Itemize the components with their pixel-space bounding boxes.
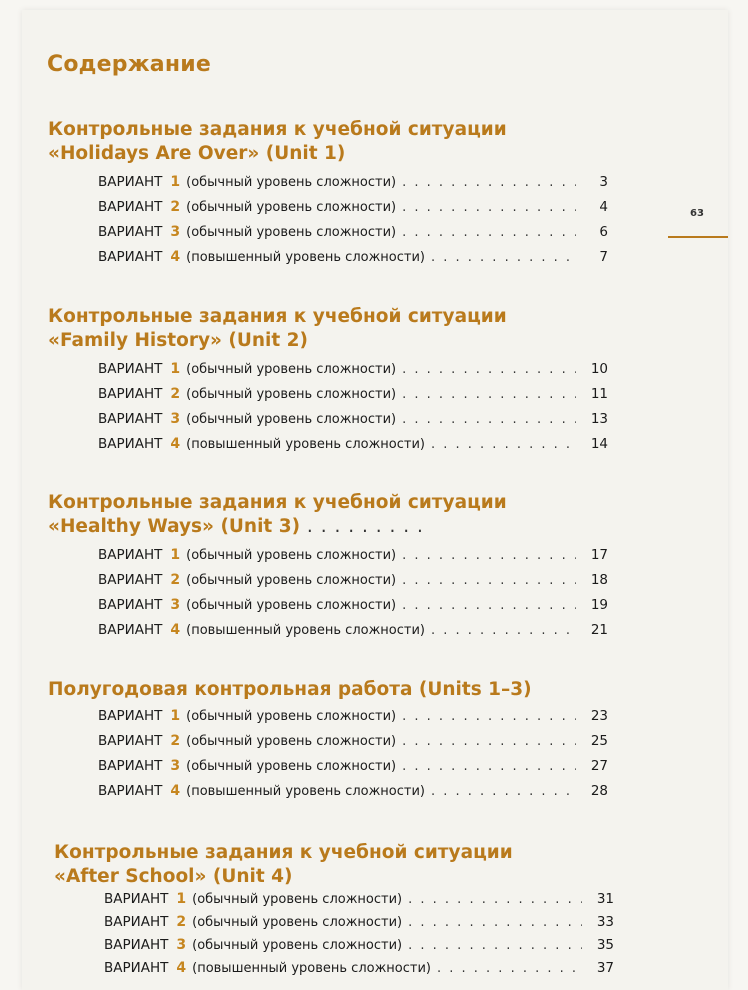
variant-label: ВАРИАНТ [98,733,163,749]
page-number-rule [668,236,728,238]
dot-leader [431,250,576,265]
variant-number: 3 [176,937,187,953]
dot-leader [402,573,576,588]
dot-leader [402,734,576,749]
section-title-line1: Контрольные задания к учебной ситуации [48,492,507,513]
variant-label: ВАРИАНТ [98,174,163,190]
page-ref: 14 [590,436,608,452]
section-title-line1: Контрольные задания к учебной ситуации [48,306,507,327]
page-ref: 4 [599,199,608,215]
variant-label: ВАРИАНТ [104,891,169,907]
section-title-line2: «After School» (Unit 4) [54,866,293,887]
toc-entry[interactable] [48,436,608,461]
toc-entry[interactable] [48,361,608,386]
variant-description: (обычный уровень сложности) [186,362,397,377]
variant-label: ВАРИАНТ [98,783,163,799]
variant-description: (обычный уровень сложности) [186,598,397,613]
variant-label: ВАРИАНТ [98,199,163,215]
toc-entry[interactable] [48,174,608,199]
toc-entry[interactable] [48,597,608,622]
toc-entry[interactable] [54,960,614,983]
variant-description: (обычный уровень сложности) [186,573,397,588]
variant-label: ВАРИАНТ [98,597,163,613]
dot-leader [402,175,576,190]
page-ref: 35 [596,937,614,953]
variant-label: ВАРИАНТ [98,361,163,377]
variant-number: 3 [170,411,181,427]
variant-description: (обычный уровень сложности) [186,548,397,563]
page-ref: 10 [590,361,608,377]
variant-description: (обычный уровень сложности) [192,892,403,907]
dot-leader [402,412,576,427]
variant-description: (повышенный уровень сложности) [186,623,425,638]
section-title-line1: Полугодовая контрольная работа (Units 1–3) [48,679,532,700]
page-ref: 13 [590,411,608,427]
variant-label: ВАРИАНТ [98,572,163,588]
toc-entry[interactable] [48,249,608,274]
variant-number: 2 [170,733,181,749]
toc-entry[interactable] [48,386,608,411]
dot-leader [431,623,576,638]
variant-number: 4 [170,436,181,452]
page-ref: 27 [590,758,608,774]
toc-title: Содержание [47,52,211,77]
page-ref: 19 [590,597,608,613]
variant-number: 3 [170,597,181,613]
dot-leader [402,387,576,402]
toc-section-unit-1 [48,118,608,274]
dot-leader [402,548,576,563]
toc-section-unit-3 [48,491,608,647]
dot-leader [402,362,576,377]
dot-leader [402,598,576,613]
toc-section-unit-4 [54,841,614,983]
dot-leader [431,437,576,452]
page-ref: 21 [590,622,608,638]
toc-entry[interactable] [48,199,608,224]
variant-number: 4 [170,622,181,638]
toc-section-midterm [48,678,608,808]
variant-label: ВАРИАНТ [98,758,163,774]
section-title-line1: Контрольные задания к учебной ситуации [54,842,513,863]
section-title-line2: «Holidays Are Over» (Unit 1) [48,143,346,164]
variant-description: (повышенный уровень сложности) [186,437,425,452]
dot-leader [431,784,576,799]
dot-leader [408,938,582,953]
dot-leader [402,759,576,774]
variant-number: 4 [170,783,181,799]
variant-description: (повышенный уровень сложности) [186,784,425,799]
variant-number: 2 [176,914,187,930]
page-ref: 33 [596,914,614,930]
dot-leader [437,961,582,976]
variant-description: (обычный уровень сложности) [186,759,397,774]
variant-label: ВАРИАНТ [98,547,163,563]
toc-entry[interactable] [54,937,614,960]
page-ref: 3 [599,174,608,190]
variant-description: (обычный уровень сложности) [186,709,397,724]
variant-number: 1 [170,361,181,377]
variant-description: (обычный уровень сложности) [192,915,403,930]
variant-label: ВАРИАНТ [104,937,169,953]
variant-number: 1 [176,891,187,907]
toc-entry[interactable] [48,708,608,733]
toc-entry[interactable] [48,411,608,436]
section-title-line2: «Family History» (Unit 2) [48,330,309,351]
dot-leader [408,892,582,907]
dot-leader [408,915,582,930]
variant-number: 1 [170,708,181,724]
variant-description: (обычный уровень сложности) [186,225,397,240]
toc-entry[interactable] [48,758,608,783]
variant-description: (обычный уровень сложности) [186,412,397,427]
section-title-line1: Контрольные задания к учебной ситуации [48,119,507,140]
toc-entry[interactable] [48,224,608,249]
toc-entry[interactable] [48,783,608,808]
page-ref: 11 [590,386,608,402]
variant-description: (обычный уровень сложности) [186,387,397,402]
page-ref: 6 [599,224,608,240]
dot-leader [402,709,576,724]
variant-description: (повышенный уровень сложности) [186,250,425,265]
dot-leader [402,200,576,215]
variant-label: ВАРИАНТ [98,386,163,402]
section-title-line2: «Healthy Ways» (Unit 3) . . . [48,515,608,539]
page-ref: 28 [590,783,608,799]
variant-label: ВАРИАНТ [98,436,163,452]
toc-entry[interactable] [54,891,614,914]
variant-label: ВАРИАНТ [104,914,169,930]
variant-number: 2 [170,386,181,402]
variant-label: ВАРИАНТ [98,249,163,265]
page-ref: 25 [590,733,608,749]
variant-description: (обычный уровень сложности) [186,175,397,190]
toc-entry[interactable] [54,914,614,937]
variant-number: 1 [170,547,181,563]
toc-entry[interactable] [48,572,608,597]
toc-entry[interactable] [48,622,608,647]
variant-number: 2 [170,572,181,588]
variant-description: (обычный уровень сложности) [192,938,403,953]
variant-label: ВАРИАНТ [98,622,163,638]
variant-number: 4 [176,960,187,976]
variant-number: 3 [170,758,181,774]
page-ref: 18 [590,572,608,588]
variant-label: ВАРИАНТ [98,411,163,427]
page-ref: 31 [596,891,614,907]
page-ref: 7 [599,249,608,265]
page-ref: 17 [590,547,608,563]
toc-entry[interactable] [48,547,608,572]
variant-number: 1 [170,174,181,190]
toc-entry[interactable] [48,733,608,758]
variant-description: (обычный уровень сложности) [186,200,397,215]
variant-label: ВАРИАНТ [98,708,163,724]
page-ref: 37 [596,960,614,976]
page-number: 63 [690,208,704,219]
variant-number: 3 [170,224,181,240]
variant-description: (повышенный уровень сложности) [192,961,431,976]
variant-label: ВАРИАНТ [104,960,169,976]
variant-description: (обычный уровень сложности) [186,734,397,749]
variant-label: ВАРИАНТ [98,224,163,240]
dot-leader [402,225,576,240]
variant-number: 4 [170,249,181,265]
variant-number: 2 [170,199,181,215]
toc-section-unit-2 [48,305,608,461]
page-ref: 23 [590,708,608,724]
